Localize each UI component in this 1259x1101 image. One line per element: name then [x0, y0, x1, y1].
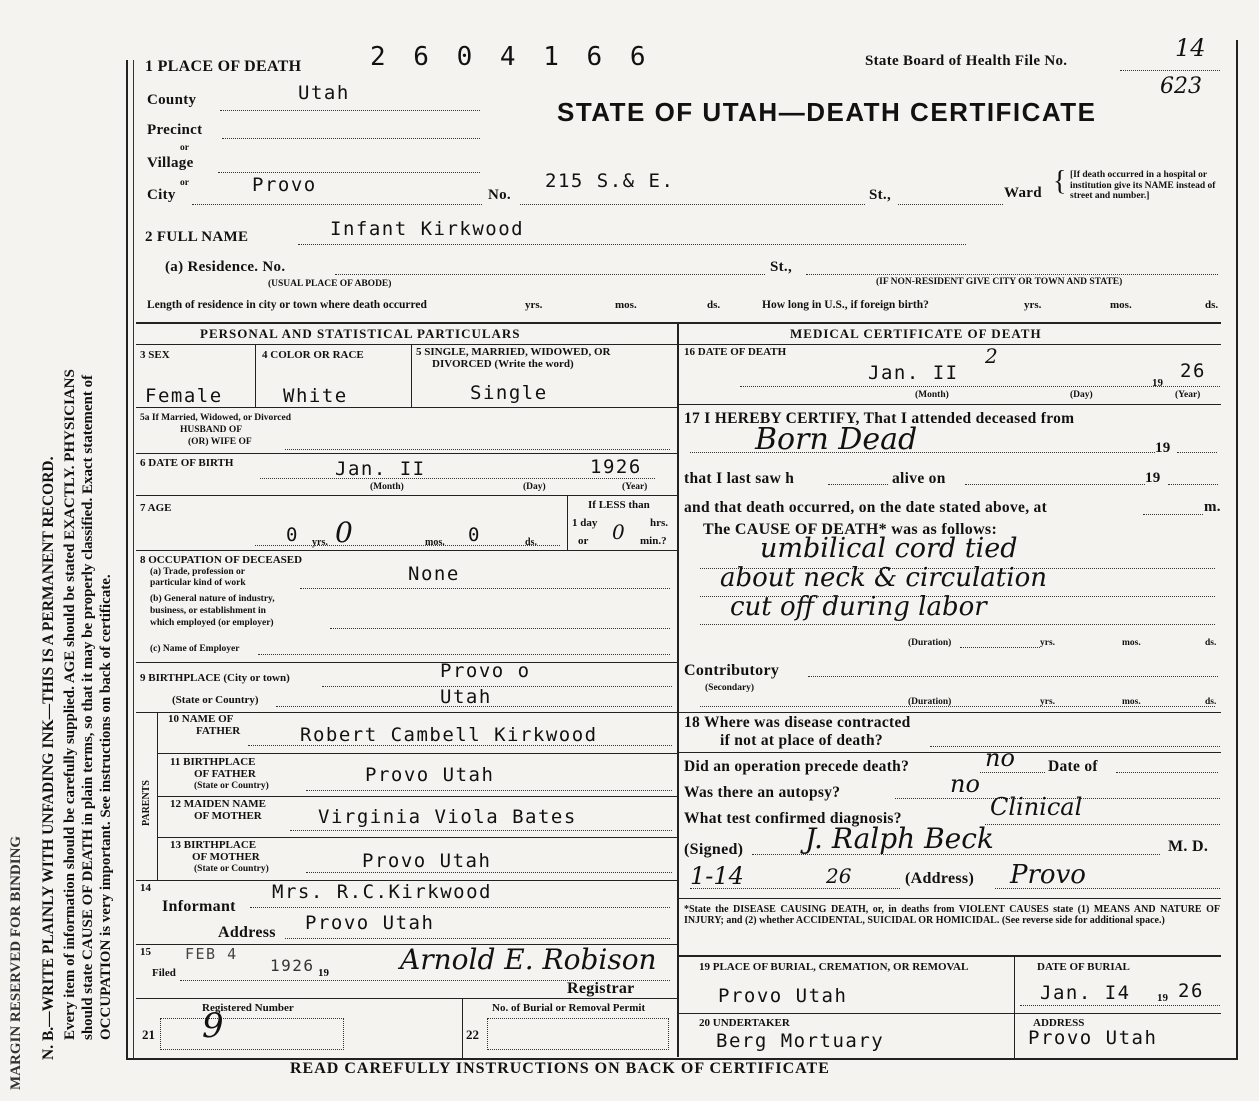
- certificate-number: 2 6 0 4 1 6 6: [370, 42, 652, 72]
- age-years-value: 0: [286, 524, 299, 546]
- spouse-label: 5a If Married, Widowed, or Divorced: [140, 413, 292, 423]
- test-label: What test confirmed diagnosis?: [684, 810, 902, 827]
- burial-year-value: 26: [1178, 980, 1204, 1002]
- dob-month-value: Jan. II: [335, 458, 426, 480]
- center-divider: [677, 322, 679, 1057]
- marital-value: Single: [470, 382, 548, 404]
- full-name-label: 2 FULL NAME: [145, 229, 249, 245]
- precinct-label: Precinct: [147, 122, 203, 138]
- alive-on-label: alive on: [892, 470, 946, 487]
- mother-name-value: Virginia Viola Bates: [318, 806, 577, 828]
- street-label: St.,: [869, 187, 892, 203]
- margin-line-4: OCCUPATION is very important. See instructions on back of certificate.: [98, 574, 114, 1040]
- file-number-2: 623: [1160, 74, 1202, 99]
- registered-number-value: 9: [202, 1006, 224, 1046]
- outer-border-left-inner: [133, 60, 134, 1060]
- village-label: Village: [147, 155, 194, 171]
- birthplace-label: 9 BIRTHPLACE (City or town): [140, 672, 290, 684]
- burial-date-value: Jan. I4: [1040, 982, 1131, 1004]
- footer-instructions: READ CAREFULLY INSTRUCTIONS ON BACK OF CERTIFICATE: [290, 1060, 830, 1077]
- burial-permit-label: No. of Burial or Removal Permit: [492, 1002, 646, 1014]
- undertaker-address-label: ADDRESS: [1033, 1017, 1085, 1029]
- test-value: Clinical: [990, 793, 1083, 821]
- footnote: *State the DISEASE CAUSING DEATH, or, in deaths from VIOLENT CAUSES state (1) MEANS AND NATURE OF INJURY; and (2) whether ACCIDENTAL, SUICIDAL OR HOMICIDAL. (See reverse side for additional space.): [684, 904, 1220, 926]
- physician-address-label: (Address): [905, 870, 975, 887]
- full-name-value: Infant Kirkwood: [330, 218, 525, 240]
- age-label: 7 AGE: [140, 502, 172, 514]
- age-days-value: 0: [468, 524, 481, 546]
- parents-label: PARENTS: [141, 780, 152, 826]
- margin-line-1: N. B.—WRITE PLAINLY WITH UNFADING INK—THIS IS A PERMANENT RECORD.: [40, 456, 57, 1060]
- date-of-death-year: 26: [1180, 360, 1206, 382]
- informant-label: Informant: [162, 898, 236, 915]
- sex-label: 3 SEX: [140, 349, 170, 361]
- undertaker-label: 20 UNDERTAKER: [699, 1017, 790, 1029]
- certificate-title: STATE OF UTAH—DEATH CERTIFICATE: [557, 97, 1097, 127]
- file-number: 14: [1175, 34, 1206, 62]
- father-name-value: Robert Cambell Kirkwood: [300, 724, 598, 746]
- less-than-label: If LESS than: [588, 499, 650, 511]
- color-label: 4 COLOR OR RACE: [262, 349, 364, 361]
- ward-note: [If death occurred in a hospital or institution give its NAME instead of street and number.]: [1070, 170, 1216, 201]
- outer-border-right: [1236, 40, 1238, 1060]
- street-no-label: No.: [488, 187, 511, 203]
- date-of-death-value: Jan. II: [868, 362, 959, 384]
- color-value: White: [283, 385, 348, 407]
- death-occurred-label: and that death occurred, on the date stated above, at: [684, 499, 1048, 516]
- sign-date-value: 1-14: [690, 862, 744, 890]
- informant-address-value: Provo Utah: [305, 912, 435, 934]
- cause-line-3: cut off during labor: [730, 592, 987, 622]
- physician-address-value: Provo: [1010, 860, 1086, 890]
- undertaker-value: Berg Mortuary: [716, 1030, 885, 1052]
- age-months-value: 0: [335, 516, 353, 549]
- registrar-signature: Arnold E. Robison: [400, 943, 657, 976]
- residence-label: (a) Residence. No.: [165, 259, 286, 275]
- burial-place-label: 19 PLACE OF BURIAL, CREMATION, OR REMOVAL: [699, 961, 969, 973]
- occupation-label: 8 OCCUPATION OF DECEASED: [140, 554, 303, 566]
- file-number-label: State Board of Health File No.: [865, 53, 1068, 69]
- medical-section-header: MEDICAL CERTIFICATE OF DEATH: [790, 326, 1042, 341]
- place-of-death-label: 1 PLACE OF DEATH: [145, 58, 302, 75]
- personal-section-header: PERSONAL AND STATISTICAL PARTICULARS: [200, 326, 521, 341]
- registrar-label: Registrar: [567, 980, 635, 997]
- contributory-label: Contributory: [684, 662, 780, 679]
- city-label: City: [147, 187, 176, 203]
- operation-value: no: [985, 744, 1015, 772]
- county-value: Utah: [298, 82, 350, 104]
- cause-line-1: umbilical cord tied: [760, 533, 1018, 564]
- signed-label: (Signed): [684, 841, 744, 858]
- physician-signature: J. Ralph Beck: [805, 822, 994, 855]
- filed-date-value: FEB 4: [185, 945, 238, 963]
- father-birthplace-label: 11 BIRTHPLACE: [170, 756, 256, 768]
- margin-line-2: Every item of information should be carefully supplied. AGE should be stated EXACTLY. PHYSICIANS: [62, 369, 78, 1040]
- undertaker-address-value: Provo Utah: [1028, 1027, 1158, 1049]
- mother-birthplace-value: Provo Utah: [362, 850, 492, 872]
- residence-length-label: Length of residence in city or town where death occurred: [147, 299, 427, 311]
- father-birthplace-value: Provo Utah: [365, 764, 495, 786]
- autopsy-label: Was there an autopsy?: [684, 784, 841, 801]
- county-label: County: [147, 92, 197, 108]
- last-saw-label: that I last saw h: [684, 470, 795, 487]
- birthplace-state-value: Utah: [440, 686, 492, 708]
- operation-label: Did an operation precede death?: [684, 758, 910, 775]
- sign-year-value: 26: [826, 864, 852, 888]
- father-name-label: 10 NAME OF: [168, 713, 234, 725]
- filed-label: Filed: [152, 967, 176, 979]
- street-no-value: 215 S.& E.: [545, 170, 675, 192]
- cause-line-2: about neck & circulation: [720, 563, 1047, 593]
- dob-label: 6 DATE OF BIRTH: [140, 457, 234, 469]
- autopsy-value: no: [950, 770, 980, 798]
- outer-border-left: [126, 60, 128, 1060]
- occupation-value: None: [408, 563, 460, 585]
- ward-label: Ward: [1004, 185, 1042, 201]
- filed-year-value: 1926: [270, 956, 315, 975]
- sex-value: Female: [145, 385, 223, 407]
- disease-contracted-label: 18 Where was disease contracted: [684, 714, 911, 731]
- informant-address-label: Address: [218, 924, 276, 941]
- cause-of-death-label: The CAUSE OF DEATH* was as follows:: [703, 521, 998, 538]
- burial-place-value: Provo Utah: [718, 985, 848, 1007]
- mother-birthplace-label: 13 BIRTHPLACE: [170, 839, 257, 851]
- marital-label: 5 SINGLE, MARRIED, WIDOWED, OR: [416, 346, 611, 358]
- city-value: Provo: [252, 174, 317, 196]
- residence-street-label: St.,: [770, 259, 793, 275]
- registered-number-label: Registered Number: [202, 1002, 294, 1014]
- date-of-death-label: 16 DATE OF DEATH: [684, 346, 787, 358]
- usual-abode-note: (USUAL PLACE OF ABODE): [268, 279, 392, 289]
- mother-name-label: 12 MAIDEN NAME: [170, 798, 266, 810]
- age-minutes-value: 0: [612, 520, 625, 544]
- us-residence-label: How long in U.S., if foreign birth?: [762, 299, 929, 311]
- non-resident-note: (IF NON-RESIDENT GIVE CITY OR TOWN AND STATE): [876, 277, 1123, 287]
- margin-line-3: should state CAUSE OF DEATH in plain terms, so that it may be properly classified. Exact statement of: [80, 374, 96, 1040]
- death-certificate-page: MARGIN RESERVED FOR BINDING N. B.—WRITE PLAINLY WITH UNFADING INK—THIS IS A PERMANENT RECORD. Every item of information should be carefully supplied. AGE should be stated EXACTLY. PHYSICIANS should state CAUSE OF DEATH in plain terms, so that it may be properly classified. Exact statement of OCCUPATION is very important. See instructions on back of certificate. 1 PLACE OF DEATH 2 6 0 4 1 6 6 State Board of Health File No. 14 623 STATE OF UTAH—DEATH CERTIFICATE County Utah Precinct or Village or City Provo No. 215 S.& E. St., Ward { [If death occurred in a hospital or institution give its NAME instead of street and number.] 2 FULL NAME Infant Kirkwood (a) Residence. No. St., (USUAL PLACE OF ABODE) (IF NON-RESIDENT GIVE CITY OR TOWN AND STATE) Length of residence in city or town where death occurred yrs. mos. ds. How long in U.S., if foreign birth? yrs. mos. ds. PERSONAL AND STATISTICAL PARTICULARS MEDICAL CERTIFICATE OF DEATH 3 SEX 4 COLOR OR RACE 5 SINGLE, MARRIED, WIDOWED, OR DIVORCED (Write the word) Female White Single 5a If Married, Widowed, or Divorced HUSBAND OF (OR) WIFE OF 6 DATE OF BIRTH Jan. II 1926 (Month) (Day) (Year) 7 AGE If LESS than 1 day hrs. or min.? 0 yrs. 0 mos. 0 ds. 0 8 OCCUPATION OF DECEASED (a) Trade, profession or particular kind of work None (b) General nature of industry, business, or establishment in which employed (or employer) (c) Name of Employer 9 BIRTHPLACE (City or town) Provo o (State or Country) Utah PARENTS 10 NAME OF FATHER Robert Cambell Kirkwood 11 BIRTHPLACE OF FATHER (State or Country) Provo Utah 12 MAIDEN NAME OF MOTHER Virginia Viola Bates 13 BIRTHPLACE OF MOTHER (State or Country) Provo Utah 14 Informant Mrs. R.C.Kirkwood Address Provo Utah 15 Filed FEB 4 1926 19 Arnold E. Robison Registrar Registered Number No. of Burial or Removal Permit 21 9 22 16 DATE OF DEATH Jan. II 2 19 26 (Month) (Day) (Year) 17 I HEREBY CERTIFY, That I attended deceased from Born Dead 19 that I last saw h alive on 19 and that death occurred, on the date stated above, at m. The CAUSE OF DEATH* was as follows: umbilical cord tied about neck & circulation cut off during labor (Duration) yrs. mos. ds. Contributory (Secondary) (Duration) yrs. mos. ds. 18 Where was disease contracted if not at place of death? Did an operation precede death? no Date of Was there an autopsy? no What test confirmed diagnosis? Clinical (Signed) J. Ralph Beck M. D. 1-14 26 (Address) Provo *State the DISEASE CAUSING DEATH, or, in deaths from VIOLENT CAUSES state (1) MEANS AND NATURE OF INJURY; and (2) whether ACCIDENTAL, SUICIDAL OR HOMICIDAL. (See reverse side for additional space.) 19 PLACE OF BURIAL, CREMATION, OR REMOVAL Provo Utah DATE OF BURIAL Jan. I4 19 26 20 UNDERTAKER Berg Mortuary ADDRESS Provo Utah READ CAREFULLY INSTRUCTIONS ON BACK OF CERTIFICATE: [0, 0, 1259, 1101]
- birthplace-city-value: Provo o: [440, 660, 531, 682]
- certify-label: 17 I HEREBY CERTIFY, That I attended deceased from: [684, 410, 1075, 427]
- informant-value: Mrs. R.C.Kirkwood: [272, 881, 492, 903]
- burial-date-label: DATE OF BURIAL: [1037, 961, 1130, 973]
- binding-margin-note: MARGIN RESERVED FOR BINDING: [8, 835, 24, 1090]
- attended-from-value: Born Dead: [755, 422, 918, 457]
- dob-year-value: 1926: [590, 456, 642, 478]
